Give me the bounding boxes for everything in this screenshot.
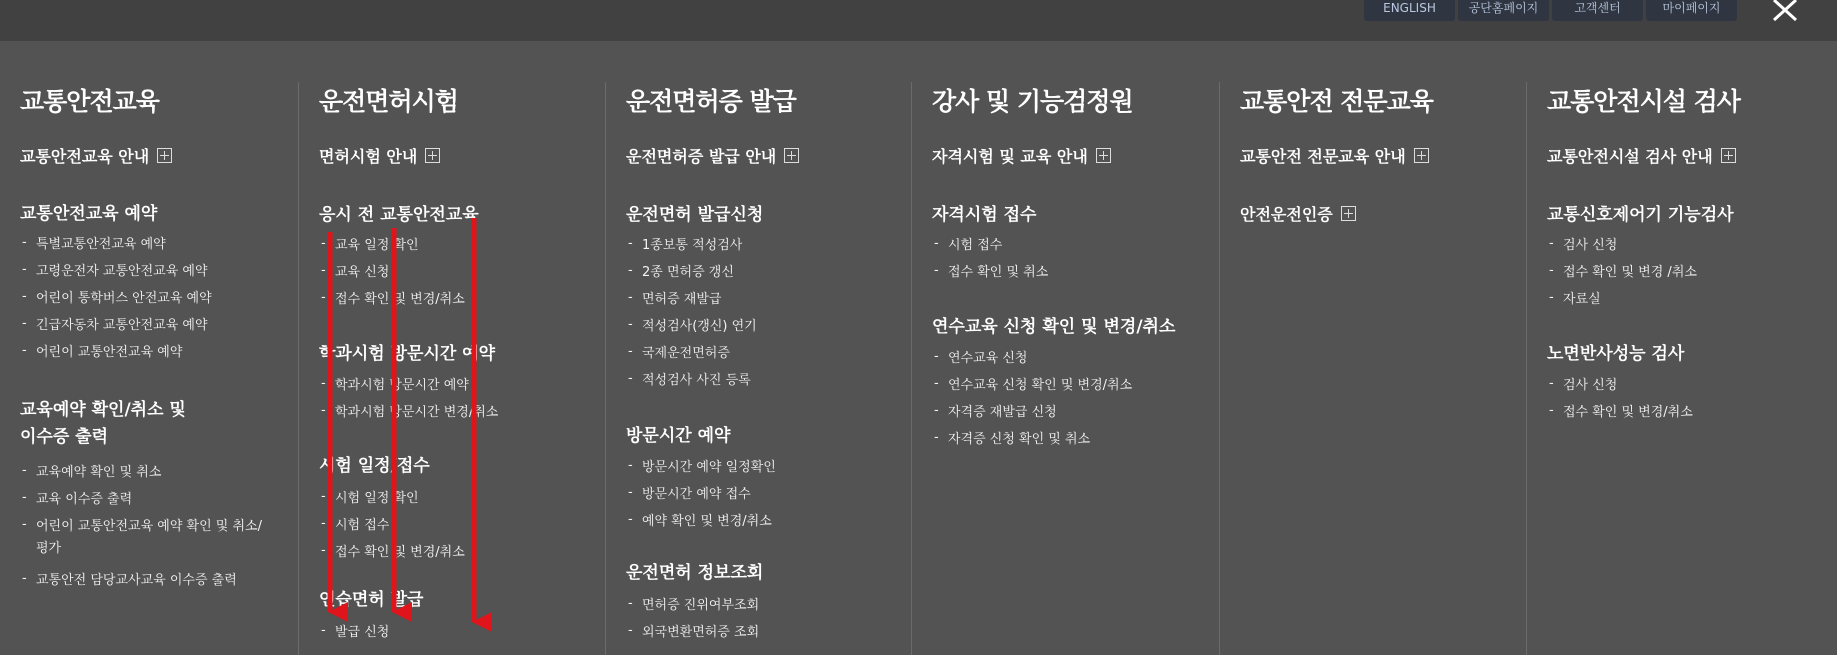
menu-item-label: - 시험 접수 xyxy=(335,518,390,533)
top-utility-bar xyxy=(0,0,1837,41)
section-heading[interactable] xyxy=(319,587,423,614)
close-icon[interactable] xyxy=(1768,0,1808,24)
section-heading-line: 시험 일정/접수 xyxy=(319,456,430,476)
menu-item[interactable] xyxy=(22,489,132,511)
menu-item-label: - 어린이 교통안전교육 예약 확인 및 취소/ xyxy=(36,519,262,534)
menu-item[interactable] xyxy=(628,262,734,284)
menu-item-label: 평가 xyxy=(36,541,62,556)
menu-item[interactable] xyxy=(934,402,1057,424)
plus-box-icon xyxy=(1414,148,1429,163)
plus-box-icon xyxy=(1341,206,1356,221)
util-link-customer-center[interactable]: 고객센터 xyxy=(1552,0,1643,21)
plus-box-icon xyxy=(425,148,440,163)
menu-item[interactable] xyxy=(22,570,237,592)
section-heading[interactable] xyxy=(1547,341,1684,368)
menu-item-label: - 자격증 재발급 신청 xyxy=(948,405,1057,420)
menu-item[interactable] xyxy=(22,261,208,283)
guide-link[interactable] xyxy=(319,144,440,167)
menu-item[interactable] xyxy=(628,316,757,338)
menu-item[interactable] xyxy=(934,262,1048,284)
menu-item-label: - 긴급자동차 교통안전교육 예약 xyxy=(36,318,208,333)
section-heading[interactable] xyxy=(319,202,479,229)
section-heading[interactable] xyxy=(319,453,430,480)
menu-item[interactable] xyxy=(321,488,419,510)
menu-item[interactable] xyxy=(22,288,212,310)
section-heading[interactable] xyxy=(1547,202,1734,229)
menu-item[interactable] xyxy=(628,457,776,479)
menu-item[interactable] xyxy=(934,348,1027,370)
section-heading[interactable] xyxy=(932,202,1036,229)
menu-item[interactable] xyxy=(321,622,389,644)
section-heading-line: 응시 전 교통안전교육 xyxy=(319,205,479,225)
util-link-homepage[interactable]: 공단홈페이지 xyxy=(1458,0,1549,21)
menu-item[interactable] xyxy=(22,462,161,484)
menu-item-label: - 특별교통안전교육 예약 xyxy=(36,237,166,252)
guide-link-label: 운전면허증 발급 안내 xyxy=(626,147,777,166)
menu-item-label: - 2종 면허증 갱신 xyxy=(642,265,734,280)
section-heading-line: 교통신호제어기 기능검사 xyxy=(1547,205,1734,225)
menu-item[interactable] xyxy=(628,370,751,392)
menu-item[interactable] xyxy=(321,262,389,284)
menu-item[interactable] xyxy=(628,484,751,506)
section-heading-line: 자격시험 접수 xyxy=(932,205,1037,225)
section-heading-line: 교육예약 확인/취소 및 xyxy=(20,400,186,420)
section-heading[interactable] xyxy=(932,314,1175,341)
guide-link[interactable] xyxy=(626,144,799,167)
menu-column xyxy=(1219,82,1526,655)
menu-column xyxy=(1526,82,1837,655)
guide-link-label: 면허시험 안내 xyxy=(319,147,418,166)
menu-item-label: - 적성검사(갱신) 연기 xyxy=(642,319,757,334)
section-heading-line: 노면반사성능 검사 xyxy=(1547,344,1685,364)
menu-item[interactable] xyxy=(934,429,1090,451)
menu-column xyxy=(298,82,605,655)
menu-item[interactable] xyxy=(628,235,742,257)
menu-item[interactable] xyxy=(628,289,721,311)
guide-link-label: 자격시험 및 교육 안내 xyxy=(932,147,1088,166)
menu-item-label: - 시험 접수 xyxy=(948,238,1003,253)
menu-item-label: - 검사 신청 xyxy=(1563,238,1618,253)
menu-item-label: - 학과시험 방문시간 변경/취소 xyxy=(335,405,499,420)
menu-item[interactable] xyxy=(321,375,469,397)
menu-item-label: - 자격증 신청 확인 및 취소 xyxy=(948,432,1091,447)
menu-item-label: - 시험 일정 확인 xyxy=(335,491,419,506)
menu-item-label: - 연수교육 신청 xyxy=(948,351,1028,366)
menu-item[interactable] xyxy=(321,289,465,311)
section-heading[interactable] xyxy=(319,341,495,368)
plus-box-icon xyxy=(157,148,172,163)
menu-item[interactable] xyxy=(1549,262,1697,284)
util-link-mypage[interactable]: 마이페이지 xyxy=(1646,0,1737,21)
menu-item-label: - 교육예약 확인 및 취소 xyxy=(36,465,162,480)
menu-item-label: - 방문시간 예약 접수 xyxy=(642,487,751,502)
menu-item-label: - 고령운전자 교통안전교육 예약 xyxy=(36,264,208,279)
menu-item-label: - 교육 일정 확인 xyxy=(335,238,419,253)
menu-column xyxy=(911,82,1219,655)
section-heading[interactable] xyxy=(626,202,763,229)
menu-item[interactable] xyxy=(22,516,262,560)
section-heading[interactable] xyxy=(626,560,763,587)
guide-link-label: 교통안전시설 검사 안내 xyxy=(1547,147,1713,166)
menu-item[interactable] xyxy=(1549,375,1617,397)
menu-item[interactable] xyxy=(22,234,166,256)
column-title[interactable]: 운전면허시험 xyxy=(319,87,458,116)
column-title[interactable]: 교통안전시설 검사 xyxy=(1547,87,1740,116)
menu-item-label: - 외국변환면허증 조회 xyxy=(642,625,760,640)
menu-item-label: - 어린이 통학버스 안전교육 예약 xyxy=(36,291,212,306)
menu-item[interactable] xyxy=(321,235,419,257)
menu-item-label: - 접수 확인 및 변경 /취소 xyxy=(1563,265,1697,280)
section-heading-line: 교통안전교육 예약 xyxy=(20,204,158,224)
plus-box-icon xyxy=(1096,148,1111,163)
menu-item-label: - 발급 신청 xyxy=(335,625,390,640)
menu-item-label: - 적성검사 사진 등록 xyxy=(642,373,751,388)
menu-item-label: - 연수교육 신청 확인 및 변경/취소 xyxy=(948,378,1133,393)
menu-item[interactable] xyxy=(22,342,182,364)
menu-item[interactable] xyxy=(628,622,759,644)
menu-item-label: - 접수 확인 및 변경/취소 xyxy=(335,292,465,307)
menu-item[interactable] xyxy=(628,511,772,533)
menu-item-label: - 접수 확인 및 변경/취소 xyxy=(1563,405,1693,420)
menu-item-label: - 1종보통 적성검사 xyxy=(642,238,743,253)
menu-item[interactable] xyxy=(321,515,389,537)
section-heading[interactable] xyxy=(20,201,157,228)
menu-item[interactable] xyxy=(628,343,730,365)
section-heading-line: 운전면허 정보조회 xyxy=(626,563,764,583)
menu-item[interactable] xyxy=(1549,235,1617,257)
section-heading-line: 연습면허 발급 xyxy=(319,590,424,610)
section-heading-line: 운전면허 발급신청 xyxy=(626,205,764,225)
column-title[interactable]: 교통안전 전문교육 xyxy=(1240,87,1433,116)
menu-item[interactable] xyxy=(1549,402,1693,424)
menu-item-label: - 교육 이수증 출력 xyxy=(36,492,133,507)
menu-item-label: - 면허증 재발급 xyxy=(642,292,722,307)
section-heading-line: 방문시간 예약 xyxy=(626,426,731,446)
plus-box-icon xyxy=(1721,148,1736,163)
guide-link[interactable] xyxy=(20,144,172,167)
menu-item-label: - 면허증 진위여부조회 xyxy=(642,598,760,613)
util-link-english[interactable]: ENGLISH xyxy=(1364,0,1455,21)
menu-column xyxy=(0,82,298,655)
menu-item-label: - 학과시험 방문시간 예약 xyxy=(335,378,469,393)
plus-box-icon xyxy=(784,148,799,163)
column-title[interactable]: 운전면허증 발급 xyxy=(626,87,796,116)
menu-item[interactable] xyxy=(321,542,465,564)
section-heading[interactable] xyxy=(20,397,186,451)
guide-link-label: 교통안전교육 안내 xyxy=(20,147,150,166)
menu-item[interactable] xyxy=(628,595,759,617)
guide-link-label: 교통안전 전문교육 안내 xyxy=(1240,147,1406,166)
column-title[interactable]: 교통안전교육 xyxy=(20,87,159,116)
menu-item-label: - 검사 신청 xyxy=(1563,378,1618,393)
menu-item-label: - 어린이 교통안전교육 예약 xyxy=(36,345,183,360)
menu-item-label: - 접수 확인 및 취소 xyxy=(948,265,1049,280)
guide-link[interactable] xyxy=(1547,144,1736,167)
menu-item-label: - 국제운전면허증 xyxy=(642,346,730,361)
menu-item[interactable] xyxy=(22,315,208,337)
guide-link-label: 안전운전인증 xyxy=(1240,205,1333,224)
menu-item-label: - 교통안전 담당교사교육 이수증 출력 xyxy=(36,573,237,588)
section-heading-line: 학과시험 방문시간 예약 xyxy=(319,344,496,364)
menu-item[interactable] xyxy=(934,235,1002,257)
section-heading-line: 연수교육 신청 확인 및 변경/취소 xyxy=(932,317,1176,337)
guide-link[interactable] xyxy=(1240,202,1356,225)
menu-item[interactable] xyxy=(321,402,498,424)
menu-item[interactable] xyxy=(934,375,1132,397)
section-heading[interactable] xyxy=(626,423,730,450)
menu-item-label: - 예약 확인 및 변경/취소 xyxy=(642,514,772,529)
guide-link[interactable] xyxy=(932,144,1111,167)
menu-item-label: - 자료실 xyxy=(1563,292,1601,307)
menu-column xyxy=(605,82,911,655)
column-title[interactable]: 강사 및 기능검정원 xyxy=(932,87,1133,116)
section-heading-line: 이수증 출력 xyxy=(20,427,109,447)
menu-item[interactable] xyxy=(1549,289,1601,311)
guide-link[interactable] xyxy=(1240,144,1429,167)
menu-item-label: - 교육 신청 xyxy=(335,265,390,280)
menu-item-label: - 방문시간 예약 일정확인 xyxy=(642,460,776,475)
menu-item-label: - 접수 확인 및 변경/취소 xyxy=(335,545,465,560)
